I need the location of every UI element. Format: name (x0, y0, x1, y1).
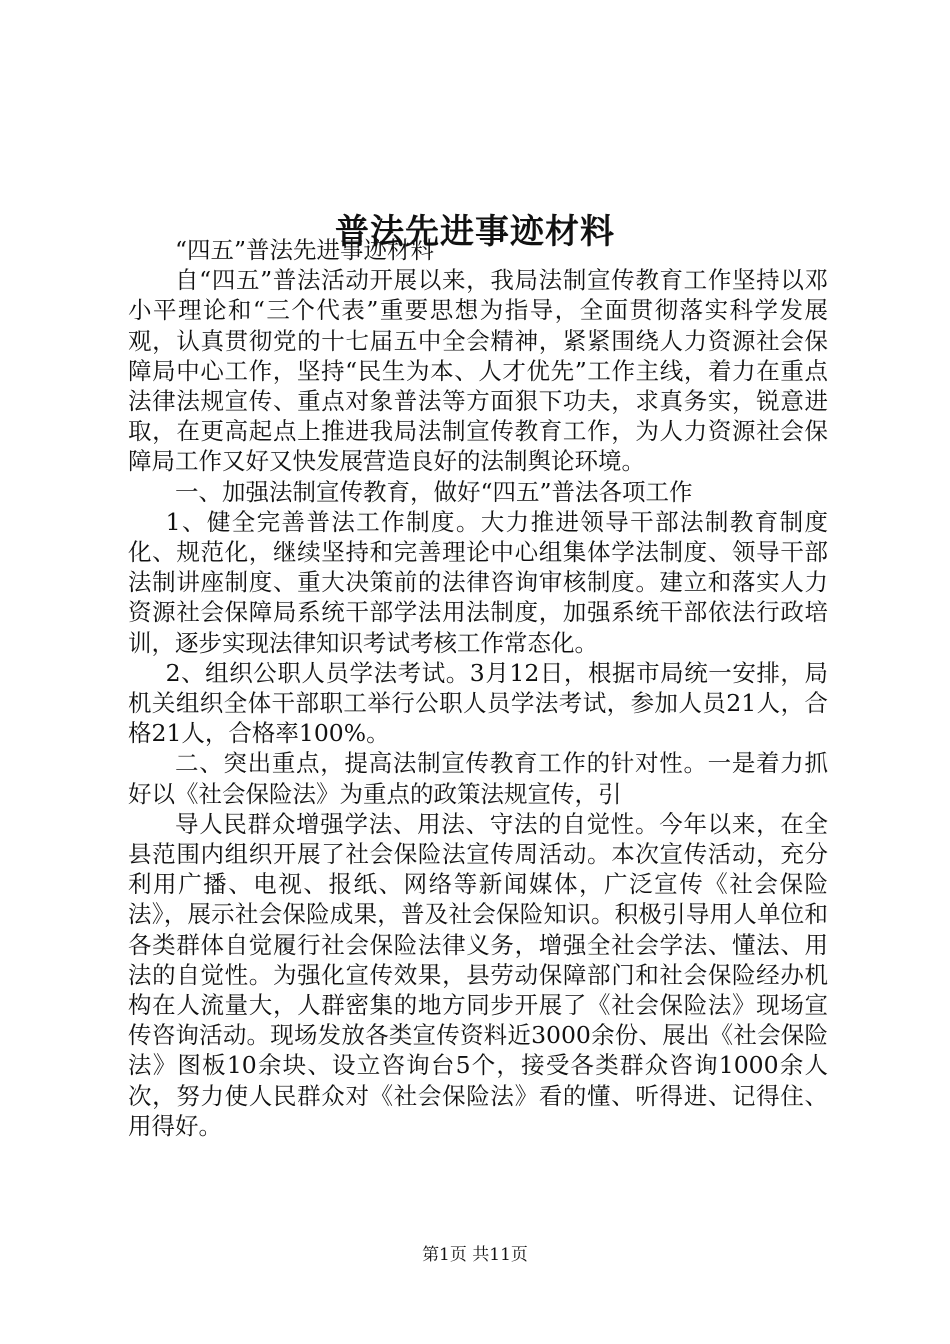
document-title: 普法先进事迹材料 (335, 211, 615, 252)
item-paragraph-1: 1、健全完善普法工作制度。大力推进领导干部法制教育制度化、规范化，继续坚持和完善理论中心组集体学法制度、领导干部法制讲座制度、重大决策前的法律咨询审核制度。建立和落实人力资源社会保障局系统干部学法用法制度，加强系统干部依法行政培训，逐步实现法律知识考试考核工作常态化。 (128, 507, 828, 657)
document-body (128, 235, 828, 1141)
subtitle-paragraph: “四五”普法先进事迹材料 (175, 236, 435, 264)
item-paragraph-2: 2、组织公职人员学法考试。3月12日，根据市局统一安排，局机关组织全体干部职工举行公职人员学法考试，参加人员21人，合格21人，合格率100%。 (128, 658, 828, 748)
body-paragraph: 导人民群众增强学法、用法、守法的自觉性。今年以来，在全县范围内组织开展了社会保险法宣传周活动。本次宣传活动，充分利用广播、电视、报纸、网络等新闻媒体，广泛宣传《社会保险法》，展示社会保险成果，普及社会保险知识。积极引导用人单位和各类群体自觉履行社会保险法律义务，增强全社会学法、懂法、用法的自觉性。为强化宣传效果，县劳动保障部门和社会保险经办机构在人流量大，人群密集的地方同步开展了《社会保险法》现场宣传咨询活动。现场发放各类宣传资料近3000余份、展出《社会保险法》图板10余块、设立咨询台5个，接受各类群众咨询1000余人次，努力使人民群众对《社会保险法》看的懂、听得进、记得住、用得好。 (128, 809, 828, 1140)
section-heading-1: 一、加强法制宣传教育，做好“四五”普法各项工作 (175, 477, 693, 506)
page-footer: 第1页 共11页 (422, 1245, 528, 1265)
intro-paragraph: 自“四五”普法活动开展以来，我局法制宣传教育工作坚持以邓小平理论和“三个代表”重要思想为指导，全面贯彻落实科学发展观，认真贯彻党的十七届五中全会精神，紧紧围绕人力资源社会保障局中心工作，坚持“民生为本、人才优先”工作主线，着力在重点法律法规宣传、重点对象普法等方面狠下功夫，求真务实，锐意进取，在更高起点上推进我局法制宣传教育工作，为人力资源社会保障局工作又好又快发展营造良好的法制舆论环境。 (128, 266, 828, 476)
section-heading-2: 二、突出重点，提高法制宣传教育工作的针对性。一是着力抓好以《社会保险法》为重点的政策法规宣传，引 (128, 749, 828, 808)
